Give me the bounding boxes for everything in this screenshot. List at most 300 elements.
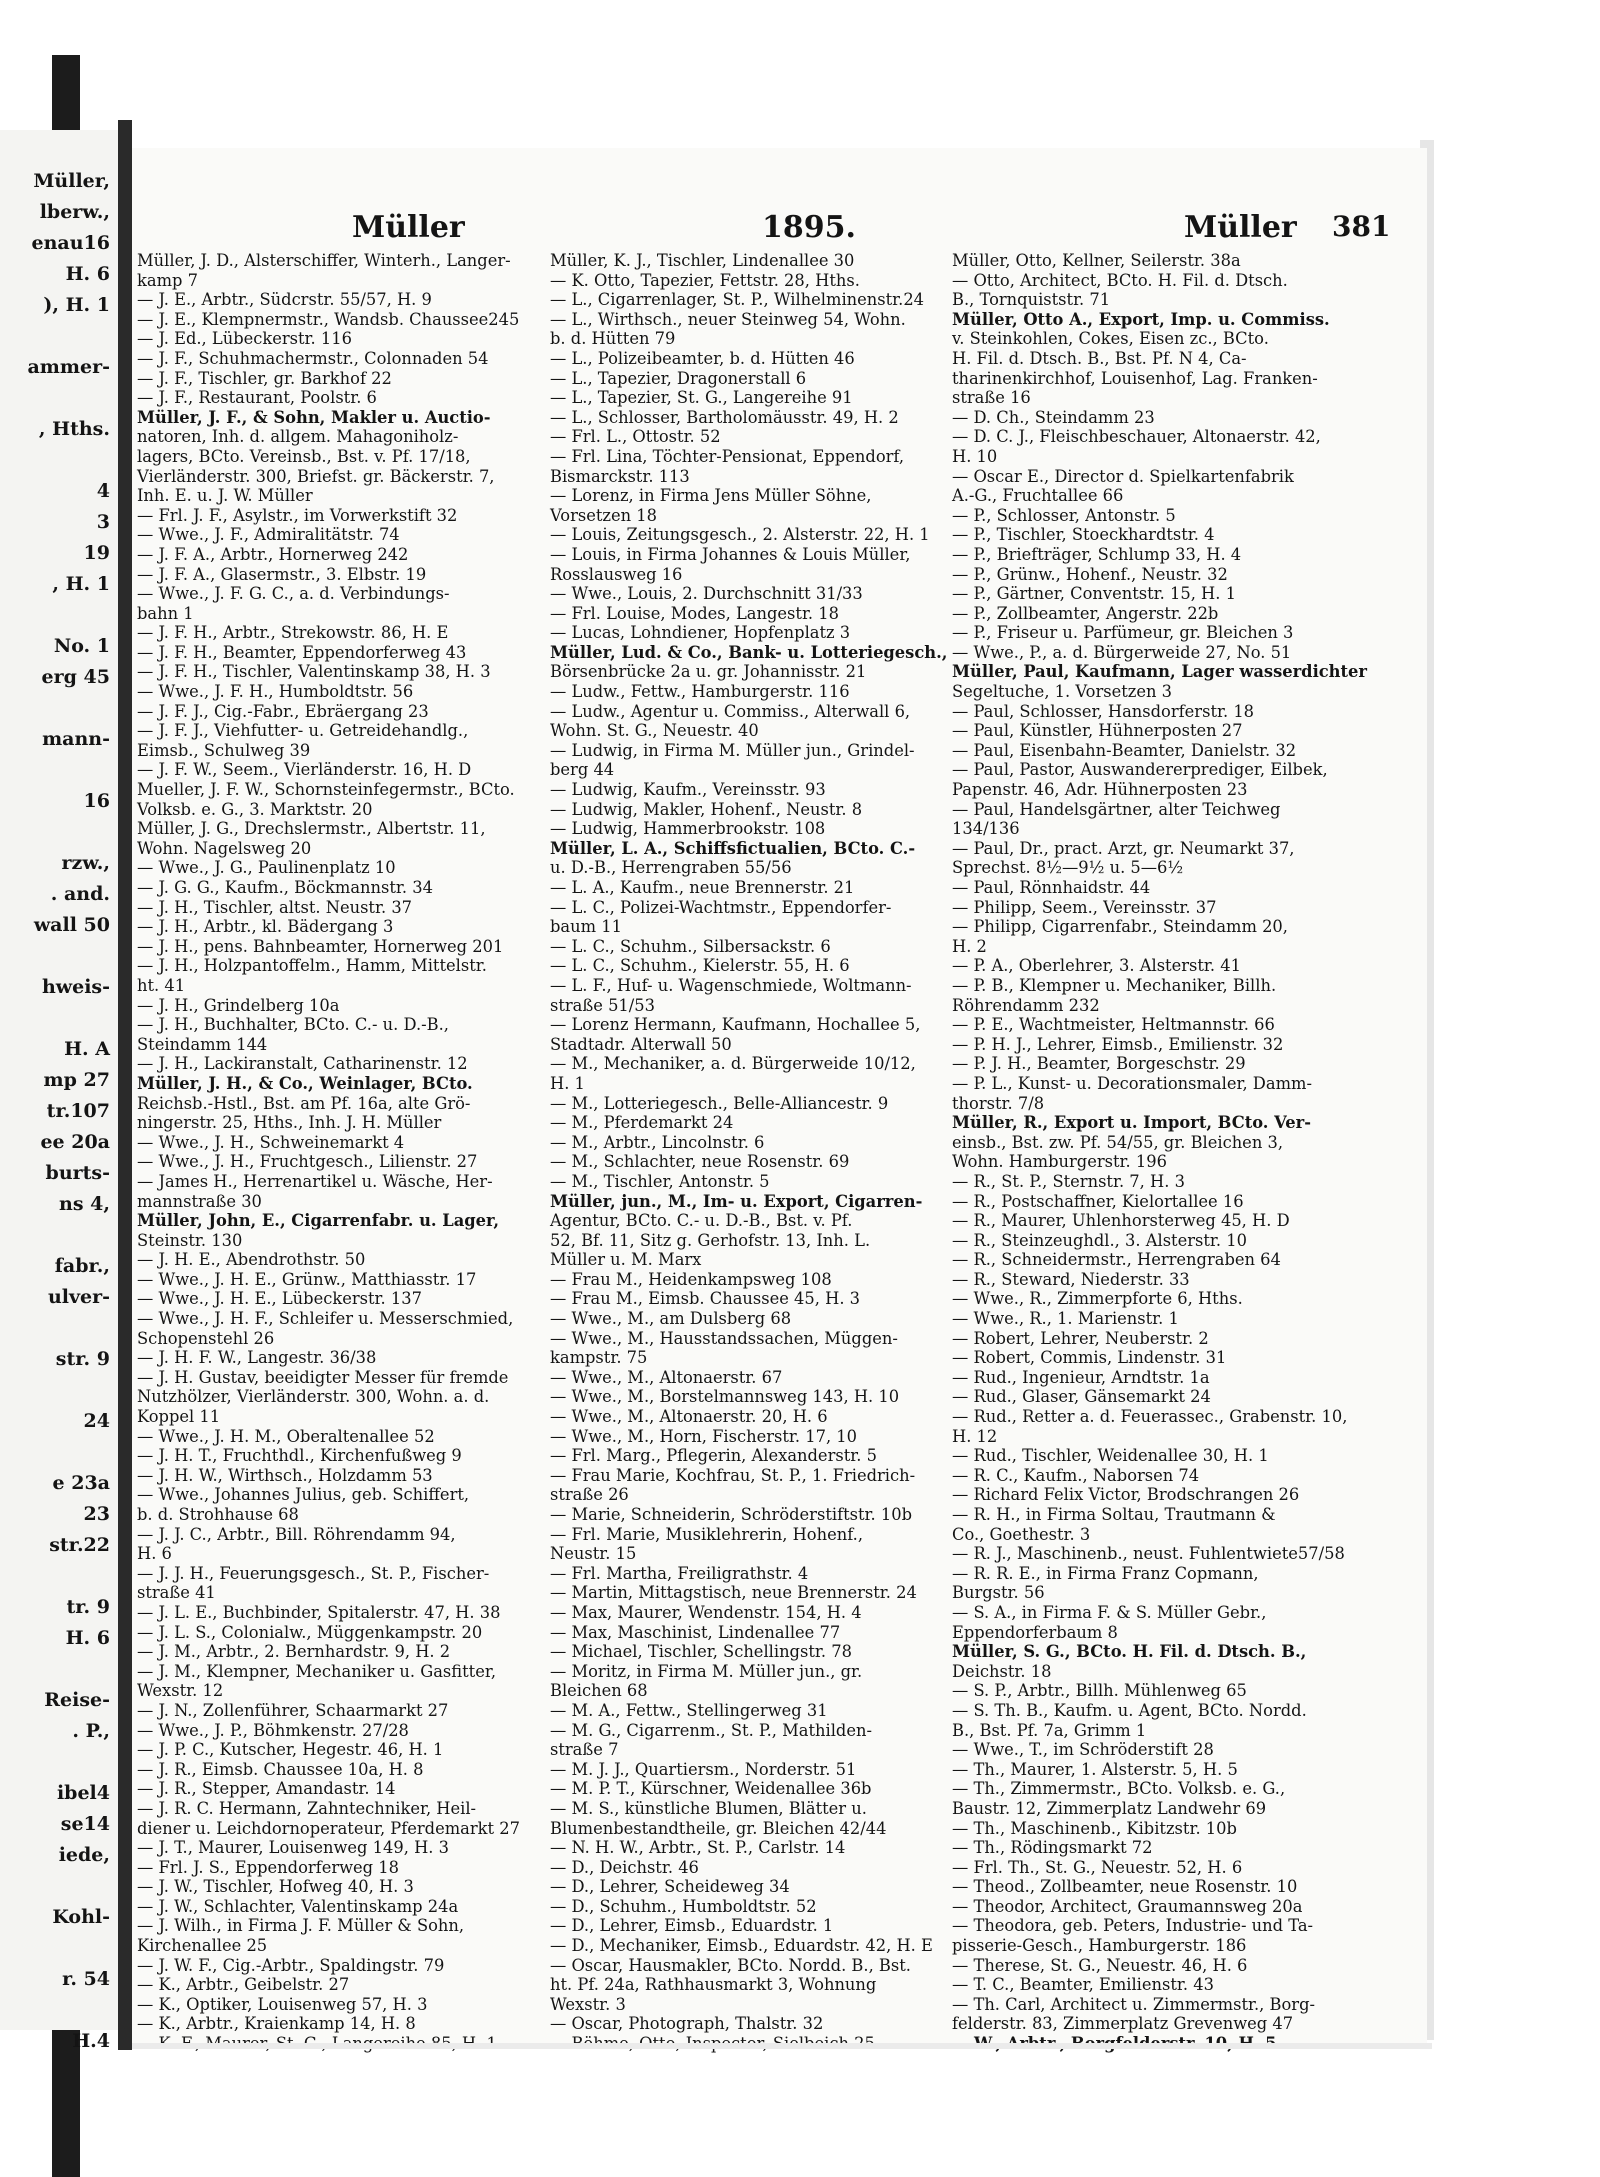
directory-entry: — Wwe., M., Borstelmannsweg 143, H. 10 (550, 1387, 900, 1407)
directory-entry: — Frau Marie, Kochfrau, St. P., 1. Friedrich- (550, 1465, 916, 1485)
directory-entry: B., Tornquiststr. 71 (952, 290, 1111, 310)
directory-entry: Wohn. Hamburgerstr. 196 (952, 1152, 1167, 1172)
directory-entry: Müller u. M. Marx (550, 1250, 702, 1270)
directory-entry: — J. R., Stepper, Amandastr. 14 (137, 1779, 396, 1799)
directory-entry: — P. B., Klempner u. Mechaniker, Billh. (952, 975, 1277, 995)
directory-entry: — L., Tapezier, Dragonerstall 6 (550, 368, 807, 388)
directory-entry: — James H., Herrenartikel u. Wäsche, Her- (137, 1171, 493, 1191)
directory-entry: straße 26 (550, 1485, 629, 1505)
directory-entry: — D. Ch., Steindamm 23 (952, 407, 1155, 427)
directory-entry: — J. F. H., Tischler, Valentinskamp 38, H. 3 (137, 662, 491, 682)
directory-entry: — J. H., Buchhalter, BCto. C.- u. D.-B., (137, 1015, 449, 1035)
directory-entry: — J. J. C., Arbtr., Bill. Röhrendamm 94, (137, 1524, 456, 1544)
directory-entry: — J. H. T., Fruchthdl., Kirchenfußweg 9 (137, 1446, 462, 1466)
directory-entry: — J. F. H., Arbtr., Strekowstr. 86, H. E (137, 623, 449, 643)
directory-entry: — Martin, Mittagstisch, neue Brennerstr. 24 (550, 1583, 917, 1603)
directory-entry: mannstraße 30 (137, 1191, 262, 1211)
previous-page-text: . and. (50, 883, 110, 905)
directory-entry: straße 16 (952, 388, 1031, 408)
directory-entry: Eimsb., Schulweg 39 (137, 740, 311, 760)
directory-entry: kampstr. 75 (550, 1348, 648, 1368)
directory-entry: — D. C. J., Fleischbeschauer, Altonaerstr. 42, (952, 427, 1321, 447)
previous-page-text: lberw., (39, 201, 110, 223)
directory-entry: Bismarckstr. 113 (550, 466, 690, 486)
directory-entry: — Wwe., R., 1. Marienstr. 1 (952, 1309, 1179, 1329)
directory-entry: Kirchenallee 25 (137, 1936, 268, 1956)
directory-entry: — Ludwig, Kaufm., Vereinsstr. 93 (550, 780, 826, 800)
directory-entry: — J. F. J., Cig.-Fabr., Ebräergang 23 (137, 701, 429, 721)
directory-entry: — J. R. C. Hermann, Zahntechniker, Heil- (137, 1798, 477, 1818)
directory-entry: — L. C., Polizei-Wachtmstr., Eppendorfer- (550, 897, 892, 917)
previous-page-text: burts- (45, 1162, 110, 1184)
directory-entry: — J. H., Arbtr., kl. Bädergang 3 (137, 917, 394, 937)
book-gutter (118, 120, 132, 2050)
previous-page-text: ibel4 (56, 1782, 110, 1804)
previous-page-fragment (0, 130, 121, 2052)
directory-entry: — S. A., in Firma F. & S. Müller Gebr., (952, 1602, 1267, 1622)
directory-entry: — Th., Maurer, 1. Alsterstr. 5, H. 5 (952, 1759, 1238, 1779)
directory-entry: — S. P., Arbtr., Billh. Mühlenweg 65 (952, 1681, 1247, 1701)
directory-entry: — D., Mechaniker, Eimsb., Eduardstr. 42, H. E (550, 1936, 933, 1956)
previous-page-text: erg 45 (41, 666, 110, 688)
previous-page-text: se14 (60, 1813, 110, 1835)
directory-entry: — L. A., Kaufm., neue Brennerstr. 21 (550, 878, 855, 897)
directory-entry: — Wwe., M., Altonaerstr. 67 (550, 1367, 783, 1387)
directory-entry: — Lorenz, in Firma Jens Müller Söhne, (550, 486, 872, 506)
previous-page-text: ulver- (47, 1286, 110, 1308)
directory-entry: — Frl. Marg., Pflegerin, Alexanderstr. 5 (550, 1446, 877, 1466)
directory-entry: Sprechst. 8½—9½ u. 5—6½ (952, 858, 1184, 878)
directory-entry: — D., Lehrer, Scheideweg 34 (550, 1877, 790, 1897)
directory-entry: thorstr. 7/8 (952, 1093, 1045, 1113)
directory-entry: felderstr. 83, Zimmerplatz Grevenweg 47 (952, 2014, 1294, 2034)
directory-entry: H. 10 (952, 446, 998, 466)
directory-entry: — Frl. Louise, Modes, Langestr. 18 (550, 603, 839, 623)
directory-entry: Baustr. 12, Zimmerplatz Landwehr 69 (952, 1798, 1267, 1818)
previous-page-text: Reise- (44, 1689, 110, 1711)
previous-page-text: ee 20a (40, 1131, 110, 1153)
directory-entry: Müller, J. F., & Sohn, Makler u. Auctio- (137, 407, 491, 427)
directory-entry: Müller, Paul, Kaufmann, Lager wasserdichter (952, 662, 1367, 682)
directory-entry: — K., Arbtr., Geibelstr. 27 (137, 1975, 350, 1995)
previous-page-text: , Hths. (38, 418, 110, 440)
directory-entry: A.-G., Fruchtallee 66 (952, 486, 1124, 506)
directory-entry: — Moritz, in Firma M. Müller jun., gr. (550, 1661, 863, 1681)
previous-page-text: ammer- (27, 356, 110, 378)
directory-entry: Burgstr. 56 (952, 1583, 1045, 1603)
directory-entry: Deichstr. 18 (952, 1661, 1052, 1681)
directory-entry: — Frau M., Eimsb. Chaussee 45, H. 3 (550, 1289, 861, 1309)
directory-entry: — Wwe., J. H. E., Lübeckerstr. 137 (137, 1289, 422, 1309)
directory-entry: — Otto, Architect, BCto. H. Fil. d. Dtsch. (952, 270, 1288, 290)
directory-entry: — Wwe., M., am Dulsberg 68 (550, 1309, 792, 1329)
directory-entry: ht. Pf. 24a, Rathhausmarkt 3, Wohnung (550, 1975, 877, 1995)
directory-entry: — J. L. E., Buchbinder, Spitalerstr. 47, H. 38 (137, 1602, 501, 1622)
header-year: 1895. (762, 210, 856, 245)
directory-entry: — Theodora, geb. Peters, Industrie- und Ta- (952, 1916, 1314, 1936)
directory-entry: Müller, J. G., Drechslermstr., Albertstr. 11, (137, 819, 486, 839)
directory-entry: — M., Arbtr., Lincolnstr. 6 (550, 1132, 765, 1152)
column-1 (137, 251, 547, 2054)
directory-entry: — J. L. S., Colonialw., Müggenkampstr. 20 (137, 1622, 483, 1642)
directory-entry: — Frau M., Heidenkampsweg 108 (550, 1269, 832, 1289)
directory-entry: — J. F., Tischler, gr. Barkhof 22 (137, 368, 392, 388)
directory-entry: — M., Tischler, Antonstr. 5 (550, 1171, 770, 1191)
previous-page-text: 4 (96, 480, 110, 502)
header-right-name: Müller (1184, 210, 1297, 245)
directory-entry: — Louis, in Firma Johannes & Louis Müller, (550, 544, 911, 564)
previous-page-text: e 23a (52, 1472, 110, 1494)
directory-entry: b. d. Strohhause 68 (137, 1505, 299, 1524)
directory-entry: — Philipp, Cigarrenfabr., Steindamm 20, (952, 917, 1288, 937)
directory-entry: — J. F. J., Viehfutter- u. Getreidehandlg., (137, 721, 469, 741)
directory-entry: — J. H. F. W., Langestr. 36/38 (137, 1348, 377, 1368)
header-left-name: Müller (352, 210, 465, 245)
directory-entry: Müller, Otto, Kellner, Seilerstr. 38a (952, 251, 1241, 270)
directory-entry: — M. A., Fettw., Stellingerweg 31 (550, 1700, 828, 1720)
directory-entry: — Robert, Lehrer, Neuberstr. 2 (952, 1328, 1209, 1348)
directory-entry: — Ludwig, Hammerbrookstr. 108 (550, 819, 826, 839)
directory-entry: — Ludw., Fettw., Hamburgerstr. 116 (550, 682, 850, 702)
directory-entry: Eppendorferbaum 8 (952, 1622, 1118, 1642)
previous-page-text: , H. 1 (52, 573, 110, 595)
directory-entry: — Paul, Rönnhaidstr. 44 (952, 878, 1151, 897)
directory-entry: — J. F. A., Glasermstr., 3. Elbstr. 19 (137, 564, 427, 584)
directory-entry: — Wwe., J. F. H., Humboldtstr. 56 (137, 682, 414, 702)
directory-entry: Müller, R., Export u. Import, BCto. Ver- (952, 1113, 1311, 1133)
directory-entry: — Paul, Handelsgärtner, alter Teichweg (952, 799, 1281, 819)
directory-entry: — J. Ed., Lübeckerstr. 116 (137, 329, 352, 349)
directory-entry: — K. Otto, Tapezier, Fettstr. 28, Hths. (550, 270, 860, 290)
previous-page-text: mann- (42, 728, 110, 750)
directory-entry: Blumenbestandtheile, gr. Bleichen 42/44 (550, 1818, 887, 1838)
directory-entry: — M. G., Cigarrenm., St. P., Mathilden- (550, 1720, 872, 1740)
previous-page-text: 16 (83, 790, 110, 812)
directory-entry: — Philipp, Seem., Vereinsstr. 37 (952, 897, 1217, 917)
previous-page-text: mp 27 (43, 1069, 110, 1091)
directory-entry: — R. R. E., in Firma Franz Copmann, (952, 1563, 1259, 1583)
directory-entry: — D., Deichstr. 46 (550, 1857, 699, 1877)
directory-entry: — Th., Zimmermstr., BCto. Volksb. e. G., (952, 1779, 1286, 1799)
directory-entry: — J. F., Restaurant, Poolstr. 6 (137, 388, 377, 408)
directory-entry: — Paul, Künstler, Hühnerposten 27 (952, 721, 1243, 741)
directory-entry: — Wwe., Louis, 2. Durchschnitt 31/33 (550, 584, 863, 604)
directory-entry: — D., Schuhm., Humboldtstr. 52 (550, 1896, 817, 1916)
directory-entry: — J. M., Arbtr., 2. Bernhardstr. 9, H. 2 (137, 1642, 451, 1662)
directory-entry: H. 1 (550, 1073, 585, 1093)
directory-entry: — R., Postschaffner, Kielortallee 16 (952, 1191, 1244, 1211)
directory-entry: — J. Wilh., in Firma J. F. Müller & Sohn, (137, 1916, 465, 1936)
directory-entry: — Frl. L., Ottostr. 52 (550, 427, 721, 447)
directory-entry: — R., Steward, Niederstr. 33 (952, 1269, 1190, 1289)
directory-entry: Nutzhölzer, Vierländerstr. 300, Wohn. a. d. (137, 1387, 490, 1407)
directory-entry: u. D.-B., Herrengraben 55/56 (550, 858, 792, 878)
directory-entry: — Wwe., J. G., Paulinenplatz 10 (137, 858, 396, 878)
directory-entry: — D., Lehrer, Eimsb., Eduardstr. 1 (550, 1916, 834, 1936)
directory-entry: 134/136 (952, 819, 1020, 839)
directory-entry: — J. N., Zollenführer, Schaarmarkt 27 (137, 1700, 449, 1720)
previous-page-text: . P., (72, 1720, 110, 1742)
directory-entry: — Frl. Martha, Freiligrathstr. 4 (550, 1563, 809, 1583)
previous-page-text: Müller, (33, 170, 110, 192)
directory-entry: — Wwe., T., im Schröderstift 28 (952, 1740, 1214, 1760)
directory-entry: — Wwe., J. H., Schweinemarkt 4 (137, 1132, 405, 1152)
directory-entry: Segeltuche, 1. Vorsetzen 3 (952, 682, 1172, 702)
directory-entry: — L. C., Schuhm., Kielerstr. 55, H. 6 (550, 956, 850, 976)
directory-entry: — Louis, Zeitungsgesch., 2. Alsterstr. 22, H. 1 (550, 525, 930, 545)
directory-entry: — J. E., Arbtr., Südcrstr. 55/57, H. 9 (137, 290, 432, 310)
directory-entry: — Theodor, Architect, Graumannsweg 20a (952, 1896, 1303, 1916)
directory-entry: — Frl. J. F., Asylstr., im Vorwerkstift 32 (137, 505, 458, 525)
directory-entry: Wexstr. 3 (550, 1994, 626, 2014)
previous-page-text: tr.107 (46, 1100, 110, 1122)
directory-entry: — M., Schlachter, neue Rosenstr. 69 (550, 1152, 850, 1172)
directory-entry: — Oscar, Photograph, Thalstr. 32 (550, 2014, 824, 2034)
directory-entry: — P. L., Kunst- u. Decorationsmaler, Damm- (952, 1073, 1312, 1093)
directory-entry: Schopenstehl 26 (137, 1328, 275, 1348)
directory-entry: Müller, jun., M., Im- u. Export, Cigarren- (550, 1191, 923, 1211)
directory-entry: — M., Mechaniker, a. d. Bürgerweide 10/12, (550, 1054, 916, 1074)
directory-entry: straße 7 (550, 1740, 619, 1760)
directory-entry: — M., Lotteriegesch., Belle-Alliancestr. 9 (550, 1093, 889, 1113)
directory-entry: — J. H., Tischler, altst. Neustr. 37 (137, 897, 413, 917)
directory-entry: — R. H., in Firma Soltau, Trautmann & (952, 1505, 1276, 1524)
directory-entry: pisserie-Gesch., Hamburgerstr. 186 (952, 1936, 1247, 1956)
directory-entry: lagers, BCto. Vereinsb., Bst. v. Pf. 17/18, (137, 446, 471, 466)
previous-page-text: 3 (96, 511, 110, 533)
directory-entry: — P., Zollbeamter, Angerstr. 22b (952, 603, 1219, 623)
directory-entry: — Paul, Pastor, Auswandererprediger, Eilbek, (952, 760, 1328, 780)
directory-entry: H. 12 (952, 1426, 998, 1446)
previous-page-text: No. 1 (53, 635, 110, 657)
directory-entry: — Rud., Glaser, Gänsemarkt 24 (952, 1387, 1211, 1407)
directory-entry: — Robert, Commis, Lindenstr. 31 (952, 1348, 1227, 1368)
directory-entry: — Marie, Schneiderin, Schröderstiftstr. 10b (550, 1505, 913, 1524)
directory-entry: — P., Gärtner, Conventstr. 15, H. 1 (952, 584, 1236, 604)
column-3 (952, 251, 1367, 2054)
directory-entry: — Frl. Marie, Musiklehrerin, Hohenf., (550, 1524, 864, 1544)
directory-entry: — Max, Maschinist, Lindenallee 77 (550, 1622, 841, 1642)
directory-entry: Papenstr. 46, Adr. Hühnerposten 23 (952, 780, 1248, 800)
directory-entry: — N. H. W., Arbtr., St. P., Carlstr. 14 (550, 1838, 846, 1858)
directory-entry: Müller, J. D., Alsterschiffer, Winterh., Langer- (137, 251, 511, 270)
previous-page-text: H. 6 (65, 263, 110, 285)
directory-entry: — L., Schlosser, Bartholomäusstr. 49, H. 2 (550, 407, 899, 427)
directory-entry: kamp 7 (137, 270, 198, 290)
directory-entry: — Wwe., Johannes Julius, geb. Schiffert, (137, 1485, 470, 1505)
previous-page-text: enau16 (31, 232, 110, 254)
directory-entry: — Wwe., P., a. d. Bürgerweide 27, No. 51 (952, 642, 1292, 662)
directory-entry: Bleichen 68 (550, 1681, 648, 1701)
directory-entry: Koppel 11 (137, 1407, 221, 1427)
directory-entry: — J. W., Schlachter, Valentinskamp 24a (137, 1896, 459, 1916)
directory-entry: — L. C., Schuhm., Silbersackstr. 6 (550, 936, 831, 956)
directory-entry: — Wwe., J. F. G. C., a. d. Verbindungs- (137, 584, 450, 604)
previous-page-text: str. 9 (55, 1348, 110, 1370)
directory-entry: — R., Steinzeughdl., 3. Alsterstr. 10 (952, 1230, 1247, 1250)
directory-entry: — Paul, Eisenbahn-Beamter, Danielstr. 32 (952, 740, 1297, 760)
directory-entry: — P., Schlosser, Antonstr. 5 (952, 505, 1176, 525)
directory-entry: — Rud., Retter a. d. Feuerassec., Grabenstr. 10, (952, 1407, 1348, 1427)
directory-entry: — Paul, Schlosser, Hansdorferstr. 18 (952, 701, 1255, 721)
directory-page (132, 148, 1427, 2043)
directory-entry: — J. F. H., Beamter, Eppendorferweg 43 (137, 642, 467, 662)
directory-entry: tharinenkirchhof, Louisenhof, Lag. Franken- (952, 368, 1318, 388)
directory-entry: — Th. Carl, Architect u. Zimmermstr., Borg- (952, 1994, 1316, 2014)
directory-entry: Rosslausweg 16 (550, 564, 683, 584)
directory-entry: — L. F., Huf- u. Wagenschmiede, Woltmann- (550, 975, 912, 995)
directory-entry: Müller, J. H., & Co., Weinlager, BCto. (137, 1073, 473, 1093)
directory-entry: — P. E., Wachtmeister, Heltmannstr. 66 (952, 1015, 1275, 1035)
previous-page-text: str.22 (49, 1534, 110, 1556)
directory-entry: — Paul, Dr., pract. Arzt, gr. Neumarkt 37, (952, 838, 1295, 858)
directory-entry: — Wwe., R., Zimmerpforte 6, Hths. (952, 1289, 1243, 1309)
directory-entry: ningerstr. 25, Hths., Inh. J. H. Müller (137, 1113, 442, 1133)
directory-entry: Agentur, BCto. C.- u. D.-B., Bst. v. Pf. (550, 1211, 853, 1231)
directory-entry: Wexstr. 12 (137, 1681, 224, 1701)
previous-page-text: 19 (83, 542, 110, 564)
directory-entry: — J. R., Eimsb. Chaussee 10a, H. 8 (137, 1759, 424, 1779)
directory-entry: — J. M., Klempner, Mechaniker u. Gasfitter, (137, 1661, 497, 1681)
directory-entry: — J. H., pens. Bahnbeamter, Hornerweg 201 (137, 936, 504, 956)
directory-entry: — P. J. H., Beamter, Borgeschstr. 29 (952, 1054, 1246, 1074)
previous-page-text: 24 (83, 1410, 110, 1432)
directory-entry: — R., Maurer, Uhlenhorsterweg 45, H. D (952, 1211, 1290, 1231)
directory-entry: — P., Grünw., Hohenf., Neustr. 32 (952, 564, 1228, 584)
directory-entry: — K., Optiker, Louisenweg 57, H. 3 (137, 1994, 428, 2014)
directory-entry: Müller, L. A., Schiffsfictualien, BCto. C.- (550, 838, 916, 858)
directory-entry: — J. J. H., Feuerungsgesch., St. P., Fischer- (137, 1563, 490, 1583)
directory-entry: H. Fil. d. Dtsch. B., Bst. Pf. N 4, Ca- (952, 348, 1247, 368)
running-header (132, 210, 1427, 250)
directory-entry: — J. E., Klempnermstr., Wandsb. Chaussee245 (137, 309, 520, 329)
directory-entry: — Wwe., M., Horn, Fischerstr. 17, 10 (550, 1426, 858, 1446)
directory-entry: — P., Friseur u. Parfümeur, gr. Bleichen 3 (952, 623, 1294, 643)
directory-entry: bahn 1 (137, 603, 194, 623)
directory-entry: — Oscar E., Director d. Spielkartenfabrik (952, 466, 1294, 486)
directory-entry: — J. F. W., Seem., Vierländerstr. 16, H. D (137, 760, 472, 780)
directory-entry: b. d. Hütten 79 (550, 329, 676, 349)
directory-entry: — Wwe., J. P., Böhmkenstr. 27/28 (137, 1720, 409, 1740)
page-number: 381 (1332, 210, 1391, 243)
directory-entry: — J. H., Grindelberg 10a (137, 995, 340, 1015)
directory-entry: Müller, John, E., Cigarrenfabr. u. Lager, (137, 1211, 500, 1231)
directory-entry: — M., Pferdemarkt 24 (550, 1113, 734, 1133)
directory-entry: — J. F., Schuhmachermstr., Colonnaden 54 (137, 348, 489, 368)
directory-entry: — R. C., Kaufm., Naborsen 74 (952, 1465, 1200, 1485)
directory-entry: v. Steinkohlen, Cokes, Eisen zc., BCto. (952, 329, 1269, 349)
directory-entry: — Wwe., J. H., Fruchtgesch., Lilienstr. 27 (137, 1152, 478, 1172)
directory-entry: Wohn. St. G., Neuestr. 40 (550, 721, 759, 741)
directory-entry: — Wwe., J. F., Admiralitätstr. 74 (137, 525, 400, 545)
directory-entry: — L., Tapezier, St. G., Langereihe 91 (550, 388, 853, 408)
previous-page-text: ), H. 1 (43, 294, 110, 316)
directory-entry: — P. H. J., Lehrer, Eimsb., Emilienstr. 32 (952, 1034, 1284, 1054)
directory-entry: Steinstr. 130 (137, 1230, 243, 1250)
previous-page-text: H. A (64, 1038, 110, 1060)
directory-entry: baum 11 (550, 917, 622, 937)
directory-entry: — P., Tischler, Stoeckhardtstr. 4 (952, 525, 1215, 545)
directory-entry: — Theod., Zollbeamter, neue Rosenstr. 10 (952, 1877, 1298, 1897)
directory-entry: einsb., Bst. zw. Pf. 54/55, gr. Bleichen 3, (952, 1132, 1284, 1152)
directory-entry: Inh. E. u. J. W. Müller (137, 486, 313, 506)
directory-entry: Müller, K. J., Tischler, Lindenallee 30 (550, 251, 855, 270)
directory-entry: — J. F. A., Arbtr., Hornerweg 242 (137, 544, 409, 564)
directory-entry: — Michael, Tischler, Schellingstr. 78 (550, 1642, 852, 1662)
directory-entry: — Frl. J. S., Eppendorferweg 18 (137, 1857, 399, 1877)
previous-page-text: H. 6 (65, 1627, 110, 1649)
directory-entry: — Frl. Lina, Töchter-Pensionat, Eppendorf, (550, 446, 905, 466)
directory-entry: — Wwe., J. H. F., Schleifer u. Messerschmied, (137, 1309, 514, 1329)
directory-entry: straße 41 (137, 1583, 216, 1603)
directory-entry: — Wwe., J. H. M., Oberaltenallee 52 (137, 1426, 435, 1446)
directory-entry: — Therese, St. G., Neuestr. 46, H. 6 (952, 1955, 1248, 1975)
directory-entry: — Wwe., M., Altonaerstr. 20, H. 6 (550, 1407, 828, 1427)
directory-entry: — Ludwig, Makler, Hohenf., Neustr. 8 (550, 799, 863, 819)
directory-entry: Börsenbrücke 2a u. gr. Johannisstr. 21 (550, 662, 867, 682)
previous-page-text: fabr., (54, 1255, 110, 1277)
directory-entry: — P., Briefträger, Schlump 33, H. 4 (952, 544, 1242, 564)
directory-entry: Reichsb.-Hstl., Bst. am Pf. 16a, alte Grö- (137, 1093, 471, 1113)
directory-entry: Neustr. 15 (550, 1544, 637, 1564)
previous-page-text: iede, (58, 1844, 110, 1866)
directory-entry: — L., Cigarrenlager, St. P., Wilhelminenstr.24 (550, 290, 925, 310)
directory-entry: — M. J. J., Quartiersm., Norderstr. 51 (550, 1759, 857, 1779)
directory-entry: — Frl. Th., St. G., Neuestr. 52, H. 6 (952, 1857, 1243, 1877)
directory-entry: — J. W., Tischler, Hofweg 40, H. 3 (137, 1877, 414, 1897)
directory-entry: — Lucas, Lohndiener, Hopfenplatz 3 (550, 623, 851, 643)
directory-entry: — Ludw., Agentur u. Commiss., Alterwall 6, (550, 701, 911, 721)
directory-entry: Vierländerstr. 300, Briefst. gr. Bäckerstr. 7, (137, 466, 495, 486)
directory-entry: Müller, S. G., BCto. H. Fil. d. Dtsch. B., (952, 1642, 1307, 1662)
directory-entry: — Wwe., M., Hausstandssachen, Müggen- (550, 1328, 898, 1348)
directory-entry: berg 44 (550, 760, 615, 780)
directory-entry: Stadtadr. Alterwall 50 (550, 1034, 732, 1054)
directory-entry: Steindamm 144 (137, 1034, 268, 1054)
directory-entry: Müller, Otto A., Export, Imp. u. Commiss. (952, 309, 1330, 329)
directory-entry: — Oscar, Hausmakler, BCto. Nordd. B., Bst. (550, 1955, 911, 1975)
directory-entry: — M. P. T., Kürschner, Weidenallee 36b (550, 1779, 872, 1799)
directory-entry: — R., St. P., Sternstr. 7, H. 3 (952, 1171, 1185, 1191)
previous-page-text: tr. 9 (66, 1596, 110, 1618)
directory-entry: Co., Goethestr. 3 (952, 1524, 1091, 1544)
directory-entry: Müller, Lud. & Co., Bank- u. Lotteriegesch., (550, 642, 948, 662)
directory-entry: — Lorenz Hermann, Kaufmann, Hochallee 5, (550, 1015, 921, 1035)
directory-entry: — K., Arbtr., Kraienkamp 14, H. 8 (137, 2014, 416, 2034)
directory-entry: 52, Bf. 11, Sitz g. Gerhofstr. 13, Inh. L. (550, 1230, 871, 1250)
directory-entry: — T. C., Beamter, Emilienstr. 43 (952, 1975, 1214, 1995)
directory-entry: H. 6 (137, 1544, 172, 1564)
directory-entry: — J. H., Lackiranstalt, Catharinenstr. 12 (137, 1054, 468, 1074)
directory-entry: — J. P. C., Kutscher, Hegestr. 46, H. 1 (137, 1740, 444, 1760)
directory-entry: — Wwe., J. H. E., Grünw., Matthiasstr. 17 (137, 1269, 477, 1289)
directory-entry: — Ludwig, in Firma M. Müller jun., Grindel- (550, 740, 915, 760)
directory-entry: — J. H. Gustav, beeidigter Messer für fremde (137, 1367, 509, 1387)
directory-entry: — S. Th. B., Kaufm. u. Agent, BCto. Nordd. (952, 1700, 1307, 1720)
directory-entry: — R. J., Maschinenb., neust. Fuhlentwiete57/58 (952, 1544, 1345, 1564)
previous-page-text: ns 4, (59, 1193, 110, 1215)
directory-entry: H. 2 (952, 936, 987, 956)
previous-page-text: Kohl- (52, 1906, 110, 1928)
directory-entry: — Th., Rödingsmarkt 72 (952, 1838, 1153, 1858)
directory-entry: diener u. Leichdornoperateur, Pferdemarkt 27 (137, 1818, 520, 1838)
directory-entry: — Rud., Tischler, Weidenallee 30, H. 1 (952, 1446, 1269, 1466)
directory-entry: — L., Polizeibeamter, b. d. Hütten 46 (550, 348, 855, 368)
page-bottom-edge (132, 2043, 1432, 2049)
directory-entry: — M. S., künstliche Blumen, Blätter u. (550, 1798, 867, 1818)
previous-page-text: 23 (83, 1503, 110, 1525)
directory-entry: — Richard Felix Victor, Brodschrangen 26 (952, 1485, 1300, 1505)
